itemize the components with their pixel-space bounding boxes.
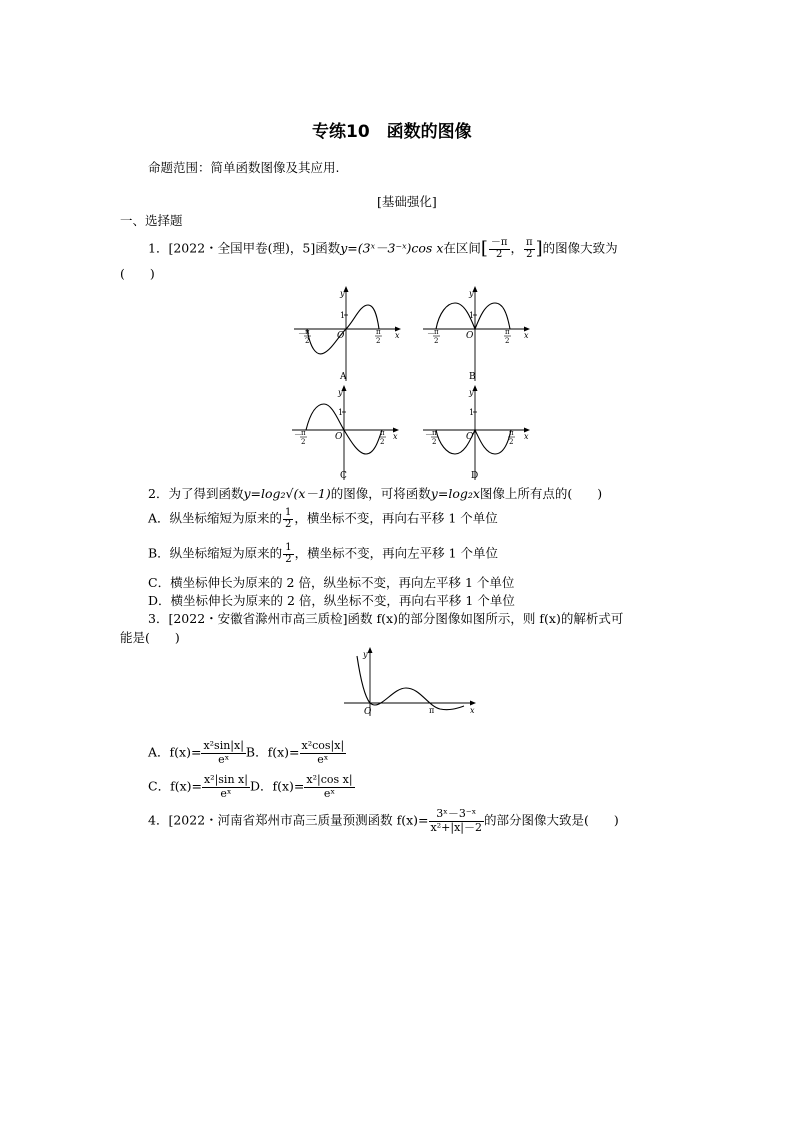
part-heading: 一、选择题 [120, 213, 183, 228]
svg-text:O: O [466, 432, 474, 442]
q2-option-a-pre: A．纵坐标缩短为原来的 [148, 510, 283, 526]
q3-option-b-label: B．f(x)= [245, 744, 300, 760]
svg-text:－: － [298, 329, 306, 338]
q1-graph-a-label: A [340, 372, 347, 382]
svg-text:2: 2 [376, 337, 381, 345]
q3-option-a-fraction: $\frac{\text{x²sin|x|}}{\text{eˣ}}$ [203, 739, 244, 766]
q2-option-a-post: ，横坐标不变，再向右平移 1 个单位 [294, 510, 498, 526]
scope-line: 命题范围：简单函数图像及其应用. [148, 160, 340, 175]
q1-graph-d [419, 384, 534, 484]
q3-graph [340, 646, 485, 718]
svg-text:2: 2 [505, 337, 510, 345]
q3-option-c-fraction: $\frac{\text{x²|sin x|}}{\text{eˣ}}$ [203, 773, 248, 800]
q4-fraction: $\frac{\text{3ˣ－3⁻ˣ}}{\text{x²+|x|－2}}$ [430, 807, 482, 834]
svg-text:π: π [434, 328, 439, 336]
svg-text:π: π [380, 429, 385, 437]
svg-text:2: 2 [305, 337, 310, 345]
q4-tail: 的部分图像大致是( ) [483, 812, 619, 828]
svg-text:x: x [395, 331, 400, 340]
svg-text:2: 2 [380, 438, 385, 446]
page-title: 专练10 函数的图像 [312, 122, 472, 142]
q2-option-a-fraction: $\frac{1}{2}$ [285, 507, 292, 530]
q2-option-d: D．横坐标伸长为原来的 2 倍，纵坐标不变，再向右平移 1 个单位 [148, 593, 515, 608]
svg-text:y: y [469, 289, 474, 298]
svg-text:y: y [469, 388, 474, 397]
q3-stem-line-2: 能是( ) [120, 630, 180, 645]
question-1-stem: 1．[2022・全国甲卷(理)，5]函数y=(3ˣ－3⁻ˣ)cos x在区间[ $\frac{-\pi}{2}$ ， $\frac{\pi}{2}$ ]的图像大致为 [148, 237, 618, 260]
q3-option-b-fraction: $\frac{\text{x²cos|x|}}{\text{eˣ}}$ [301, 739, 345, 766]
svg-text:2: 2 [509, 438, 514, 446]
q1-interval-left: $\frac{-\pi}{2}$ [490, 237, 508, 260]
svg-text:－: － [425, 430, 433, 439]
q2-stem-a: 2．为了得到函数 [148, 486, 244, 501]
question-4-stem [148, 808, 619, 834]
q3-options-row-1 [148, 740, 346, 766]
svg-text:O: O [466, 331, 474, 341]
svg-text:－: － [294, 430, 302, 439]
q3-options-row-2 [148, 774, 355, 800]
svg-text:π: π [509, 429, 514, 437]
svg-text:2: 2 [432, 438, 437, 446]
svg-text:－: － [427, 329, 435, 338]
svg-text:O: O [335, 432, 343, 442]
q3-stem-line-1: 3．[2022・安徽省滁州市高三质检]函数 f(x)的部分图像如图所示，则 f(x)的解析式可 [148, 611, 624, 626]
q2-function-2: y=log₂x [430, 486, 480, 501]
svg-text:O: O [364, 707, 372, 717]
svg-text:x: x [470, 706, 475, 715]
q1-graph-c-label: C [340, 471, 347, 481]
q2-stem-b: 的图像，可将函数 [330, 486, 431, 501]
svg-text:1: 1 [469, 311, 475, 320]
q3-option-d-fraction: $\frac{\text{x²|cos x|}}{\text{eˣ}}$ [306, 773, 353, 800]
q3-option-d-label: D．f(x)= [249, 778, 305, 794]
q2-option-b [148, 543, 498, 565]
svg-text:1: 1 [338, 408, 344, 417]
q1-answer-paren: ( ) [120, 266, 155, 281]
svg-text:x: x [524, 432, 529, 441]
q1-tail: 的图像大致为 [542, 240, 618, 256]
question-2-stem [148, 488, 602, 501]
q2-option-b-fraction: $\frac{1}{2}$ [285, 542, 292, 565]
q1-graph-a [290, 285, 405, 385]
q2-function-1: y=log₂√(x－1) [243, 486, 331, 501]
svg-text:y: y [338, 388, 343, 397]
svg-text:x: x [393, 432, 398, 441]
q2-option-c: C．横坐标伸长为原来的 2 倍，纵坐标不变，再向左平移 1 个单位 [148, 575, 515, 590]
svg-text:y: y [340, 289, 345, 298]
q2-option-b-post: ，横坐标不变，再向左平移 1 个单位 [294, 545, 498, 561]
svg-text:2: 2 [301, 438, 306, 446]
q1-graph-c [288, 384, 403, 484]
svg-text:π: π [505, 328, 510, 336]
q1-graph-d-label: D [471, 471, 479, 481]
q2-stem-c: 图像上所有点的( ) [479, 486, 603, 501]
svg-text:π: π [376, 328, 381, 336]
q1-graph-b [419, 285, 534, 385]
svg-text:π: π [301, 429, 306, 437]
svg-text:π: π [432, 429, 437, 437]
q1-mid: 在区间 [443, 240, 481, 256]
q3-option-c-label: C．f(x)= [148, 778, 202, 794]
q3-option-a-label: A．f(x)= [148, 744, 202, 760]
q2-option-b-pre: B．纵坐标缩短为原来的 [148, 545, 283, 561]
svg-text:1: 1 [469, 408, 475, 417]
svg-text:y: y [363, 650, 368, 659]
svg-text:2: 2 [434, 337, 439, 345]
q1-interval-right: $\frac{\pi}{2}$ [526, 237, 533, 260]
svg-text:O: O [337, 331, 345, 341]
q2-option-a [148, 508, 498, 530]
q1-function: y=(3ˣ－3⁻ˣ)cos x [340, 240, 444, 256]
svg-text:x: x [524, 331, 529, 340]
q1-lead: 1．[2022・全国甲卷(理)，5]函数 [148, 240, 341, 256]
q1-graph-b-label: B [469, 372, 476, 382]
q4-lead: 4．[2022・河南省郑州市高三质量预测函数 f(x)= [148, 812, 429, 828]
svg-text:π: π [429, 706, 435, 715]
svg-text:1: 1 [340, 311, 346, 320]
section-heading: [基础强化] [377, 194, 437, 209]
svg-text:π: π [305, 328, 310, 336]
